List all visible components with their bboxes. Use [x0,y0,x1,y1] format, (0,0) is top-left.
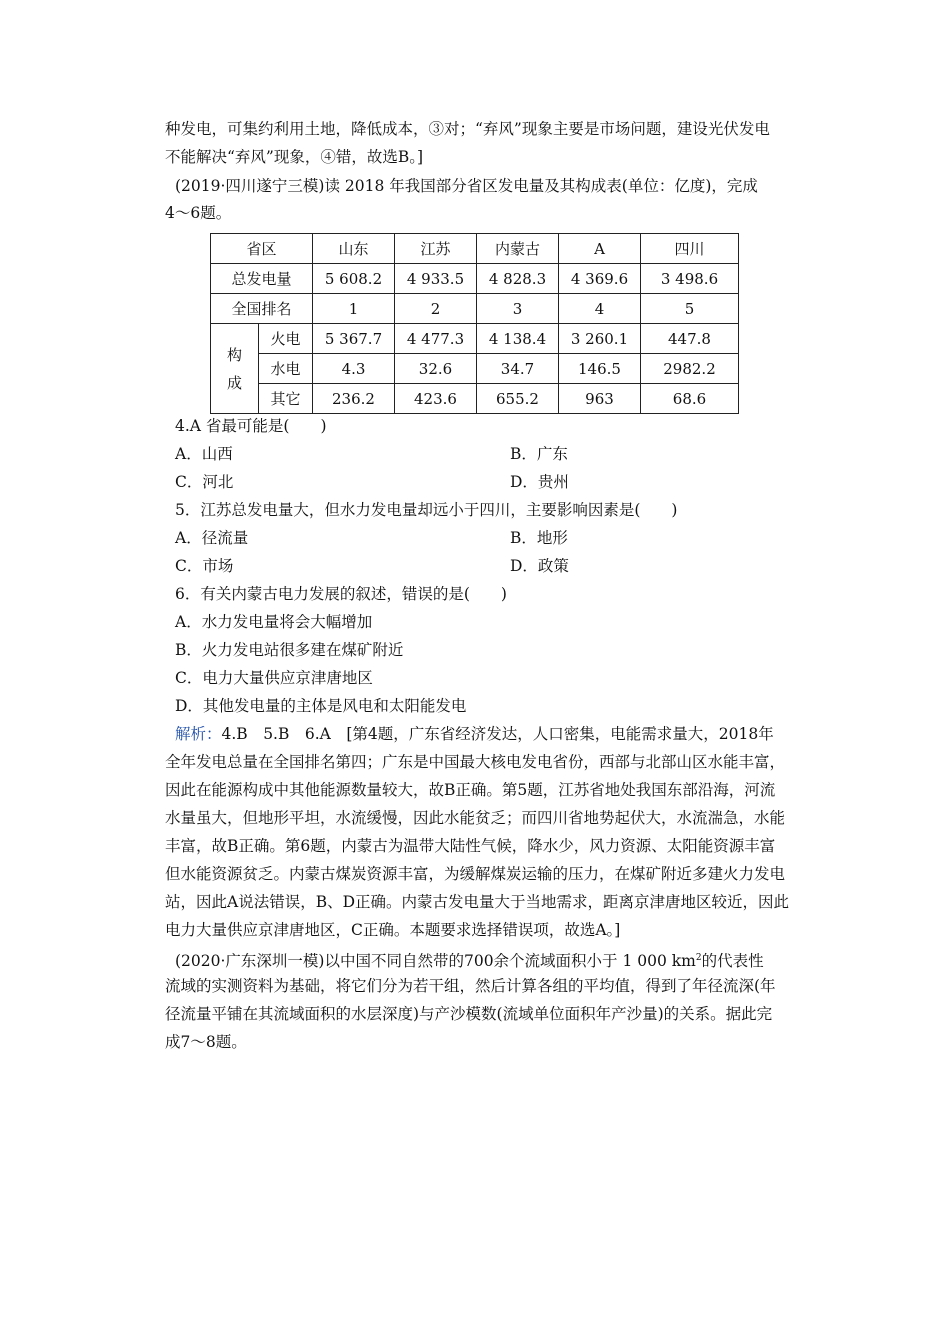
table-cell: 3 498.6 [641,264,739,294]
table-cell: 423.6 [395,384,477,414]
table-cell: 34.7 [477,354,559,384]
table-row [211,384,739,414]
question-intro: (2019·四川遂宁三模)读 2018 年我国部分省区发电量及其构成表(单位：亿度)，完成 [175,177,758,195]
analysis-line: 站，因此A说法错误，B、D正确。内蒙古发电量大于当地需求，距离京津唐地区较近，因此 [165,893,790,911]
table-cell: 4 138.4 [477,324,559,354]
table-cell: 146.5 [559,354,641,384]
option: B．火力发电站很多建在煤矿附近 [175,641,404,659]
option: B．广东 [510,445,568,463]
table-cell: 655.2 [477,384,559,414]
generation-table [210,233,739,414]
table-row-label: 全国排名 [211,294,313,324]
table-group-label [211,324,259,414]
question-stem: 5．江苏总发电量大，但水力发电量却远小于四川，主要影响因素是( ) [175,501,678,519]
analysis-line [175,720,830,748]
analysis-line: 电力大量供应京津唐地区，C正确。本题要求选择错误项，故选A。] [165,921,621,939]
question-intro [175,944,830,975]
analysis-text: 4.B 5.B 6.A [第4题，广东省经济发达，人口密集，电能需求量大，2018年 [221,725,774,743]
question-intro: 流域的实测资料为基础，将它们分为若干组，然后计算各组的平均值，得到了年径流深(年 [165,977,776,995]
question-intro: 4～6题。 [165,204,232,222]
table-row [211,324,739,354]
option: D．政策 [510,557,569,575]
group-label-char: 构 [226,345,242,364]
table-cell: 3 260.1 [559,324,641,354]
table-cell: 2 [395,294,477,324]
table-header-cell: 江苏 [395,234,477,264]
analysis-line: 水量虽大，但地形平坦，水流缓慢，因此水能贫乏；而四川省地势起伏大，水流湍急，水能 [165,809,786,827]
table-header-cell: 四川 [641,234,739,264]
analysis-line: 丰富，故B正确。第6题，内蒙古为温带大陆性气候，降水少，风力资源、太阳能资源丰富 [165,837,776,855]
option: C．电力大量供应京津唐地区 [175,669,373,687]
table-cell: 32.6 [395,354,477,384]
table-cell: 5 608.2 [313,264,395,294]
table-row-label: 总发电量 [211,264,313,294]
question-stem: 6．有关内蒙古电力发展的叙述，错误的是( ) [175,585,507,603]
option: D．其他发电量的主体是风电和太阳能发电 [175,697,467,715]
option: C．河北 [175,473,234,491]
table-cell: 3 [477,294,559,324]
table-cell: 68.6 [641,384,739,414]
option: C．市场 [175,557,234,575]
text-line: 种发电，可集约利用土地，降低成本，③对；“弃风”现象主要是市场问题，建设光伏发电 [165,120,770,138]
option: A．山西 [175,445,233,463]
table-cell: 4 933.5 [395,264,477,294]
table-row [211,234,739,264]
table-row-label: 水电 [259,354,313,384]
table-cell: 5 367.7 [313,324,395,354]
table-cell: 236.2 [313,384,395,414]
intro-text: (2020·广东深圳一模)以中国不同自然带的700余个流域面积小于 1 000 km [175,952,696,971]
analysis-line: 全年发电总量在全国排名第四；广东是中国最大核电发电省份，西部与北部山区水能丰富， [165,753,786,771]
table-row [211,294,739,324]
table-cell: 447.8 [641,324,739,354]
table-cell: 4 828.3 [477,264,559,294]
table-cell: 4 [559,294,641,324]
table-row [211,264,739,294]
option: A．水力发电量将会大幅增加 [175,613,373,631]
question-intro: 径流量平铺在其流域面积的水层深度)与产沙模数(流域单位面积年产沙量)的关系。据此完 [165,1005,773,1023]
table-header-cell: 省区 [211,234,313,264]
table-header-cell: A [559,234,641,264]
table-cell: 4 369.6 [559,264,641,294]
table-row [211,354,739,384]
superscript: 2 [695,953,702,963]
table-cell: 963 [559,384,641,414]
table-header-cell: 山东 [313,234,395,264]
table-cell: 5 [641,294,739,324]
table-row-label: 其它 [259,384,313,414]
analysis-line: 因此在能源构成中其他能源数量较大，故B正确。第5题，江苏省地处我国东部沿海，河流 [165,781,776,799]
table-cell: 1 [313,294,395,324]
table-cell: 4.3 [313,354,395,384]
group-label-char: 成 [226,373,242,392]
option: A．径流量 [175,529,249,547]
question-stem: 4.A 省最可能是( ) [175,417,327,435]
table-row-label: 火电 [259,324,313,354]
option: D．贵州 [510,473,569,491]
question-intro: 成7～8题。 [165,1033,247,1051]
option: B．地形 [510,529,568,547]
table-cell: 4 477.3 [395,324,477,354]
text-line: 不能解决“弃风”现象，④错，故选B。] [165,148,424,166]
intro-text: 的代表性 [701,952,764,971]
table-header-cell: 内蒙古 [477,234,559,264]
analysis-label: 解析： [175,725,222,743]
analysis-line: 但水能资源贫乏。内蒙古煤炭资源丰富，为缓解煤炭运输的压力，在煤矿附近多建火力发电 [165,865,786,883]
table-cell: 2982.2 [641,354,739,384]
